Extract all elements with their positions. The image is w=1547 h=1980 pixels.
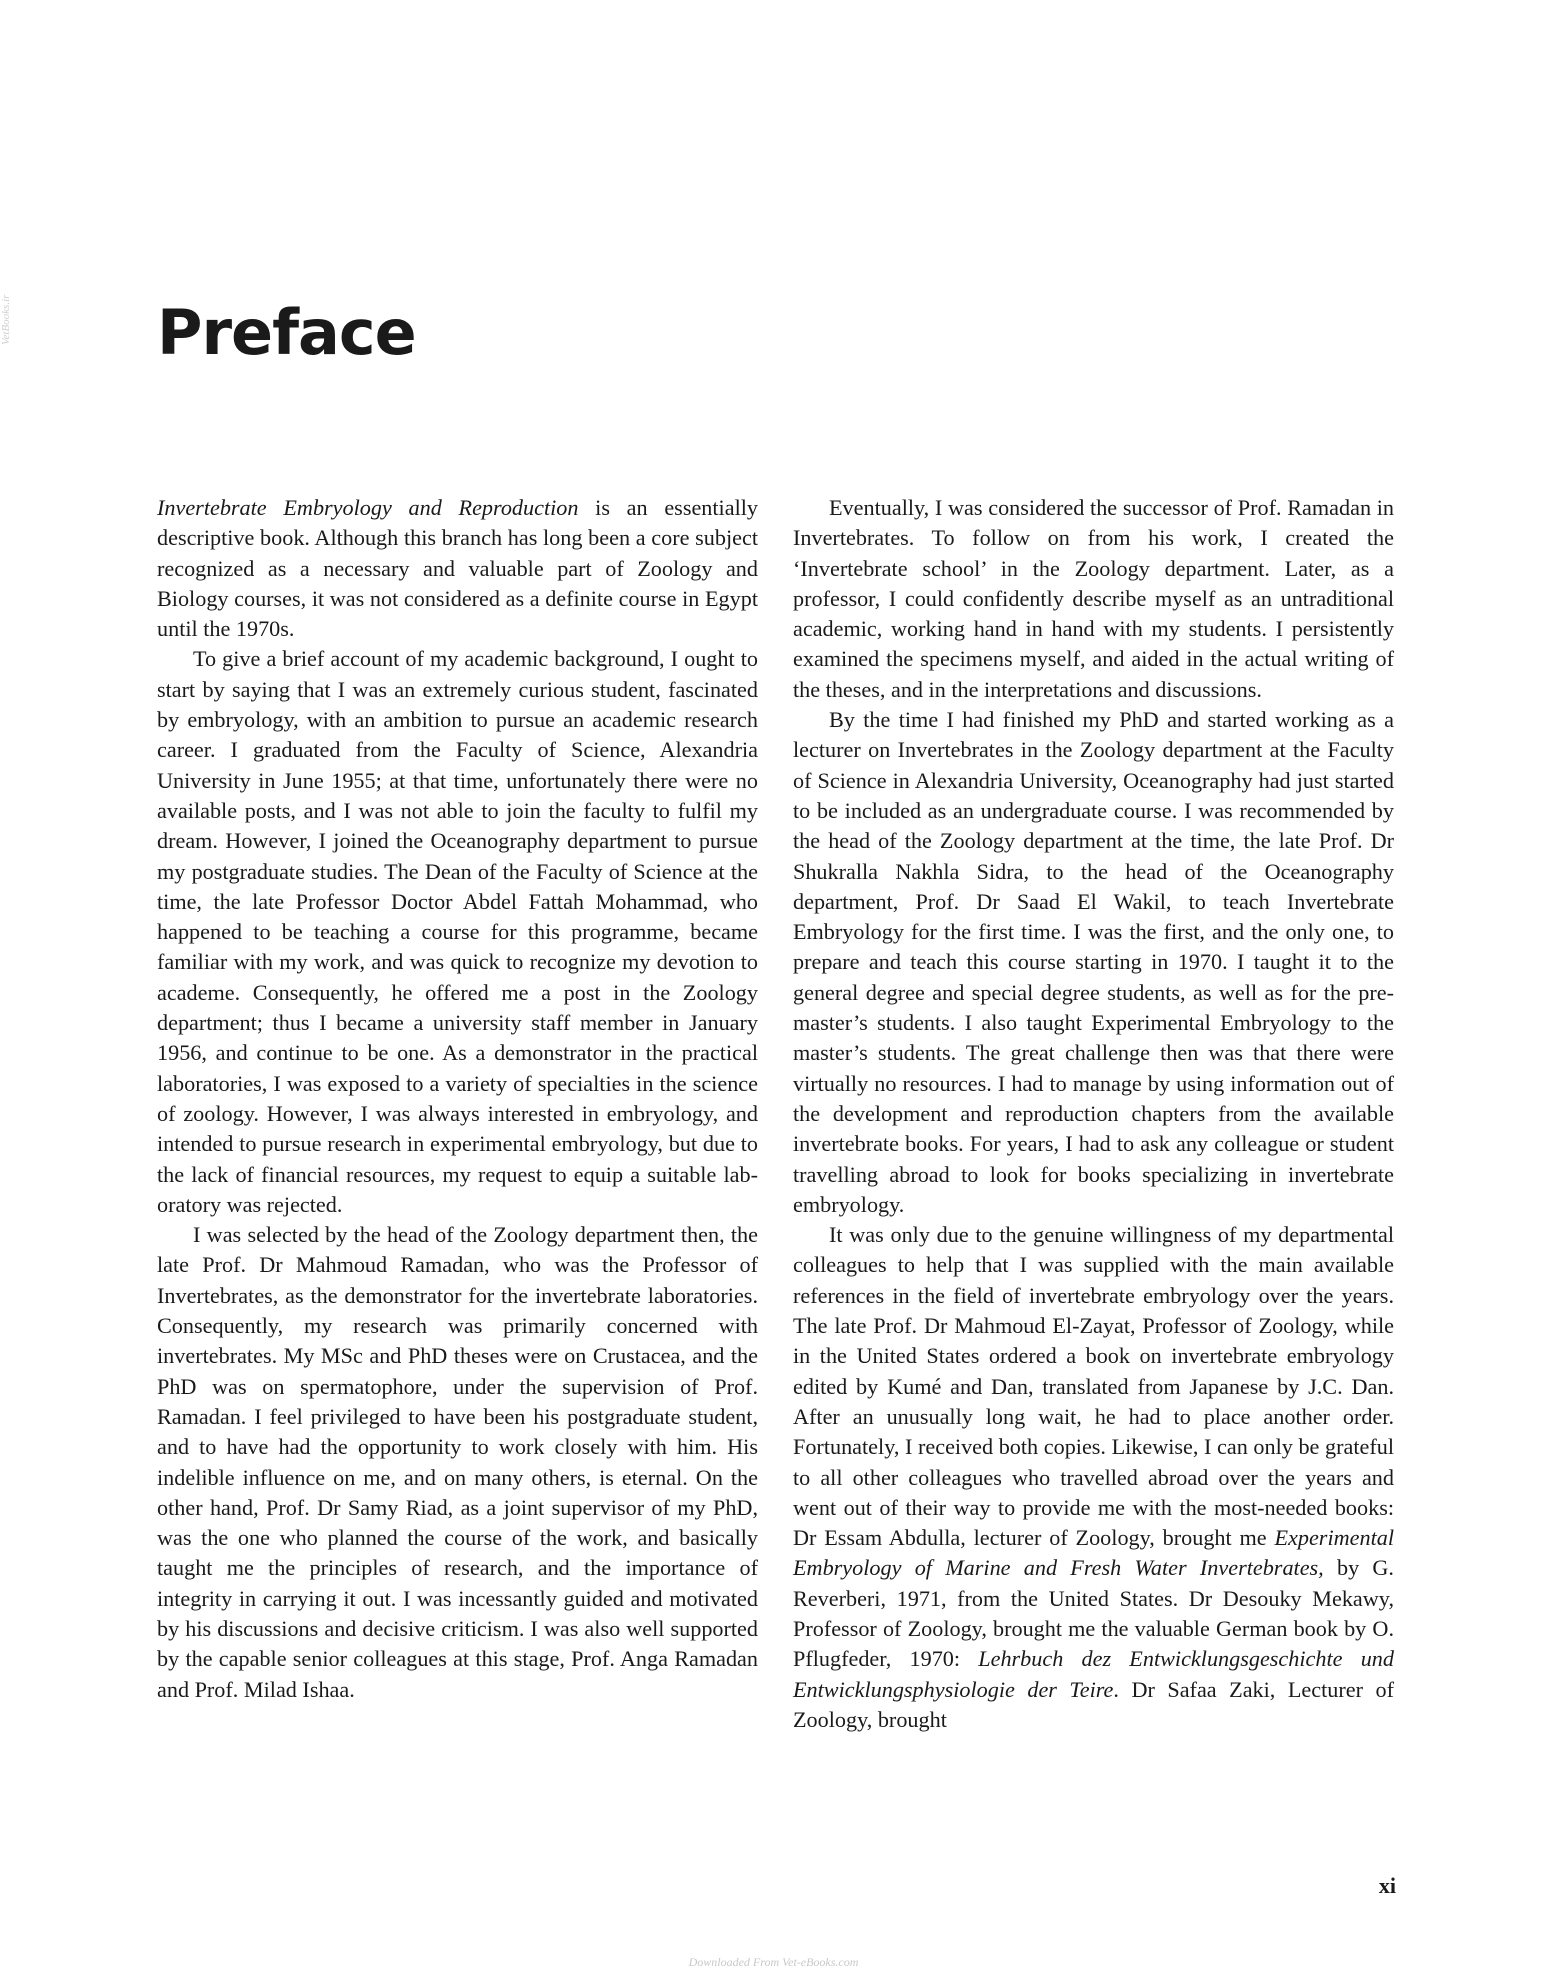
page-number: xi <box>1378 1873 1396 1898</box>
paragraph-zoology-department: I was selected by the head of the Zoology department then, the late Prof. Dr Mahmoud Ramadan, who was the Professor of Invertebrates, as the demonstrator for the invertebrate laboratories. Consequently, my research was primarily concerned with invertebrates. My MSc and PhD theses were on Crustacea, and the PhD was on spermatophore, under the supervision of Prof. Ramadan. I feel privileged to have been his postgraduate student, and to have had the opportunity to work closely with him. His indelible influence on me, and on many others, is eternal. On the other hand, Prof. Dr Samy Riad, as a joint supervisor of my PhD, was the one who planned the course of the work, and basically taught me the principles of research, and the importance of integrity in carrying it out. I was incessantly guided and motivated by his discussions and decisive criticism. I was also well supported by the capable senior colleagues at this stage, Prof. Anga Ramadan and Prof. Milad Ishaa. <box>157 1222 758 1702</box>
left-column <box>157 493 758 1705</box>
bottom-watermark: Downloaded From Vet-eBooks.com <box>688 1955 859 1969</box>
book-title-italic: Lehrbuch dez Entwicklungsgeschichte und Entwicklungsphysiologie der Teire <box>793 1646 1394 1702</box>
page-title: Preface <box>157 296 416 369</box>
paragraph-text: . Dr Safaa Zaki, Lecturer of Zoology, brought <box>793 1676 1394 1732</box>
paragraph-colleagues <box>793 1220 1394 1735</box>
paragraph-lecturer: By the time I had finished my PhD and started working as a lecturer on Invertebrates in the Zoology department at the Faculty of Science in Alexandria University, Oceanography had just started to be included as an undergraduate course. I was recommended by the head of the Zoology department at the time, the late Prof. Dr Shukralla Nakhla Sidra, to the head of the Oceanography department, Prof. Dr Saad El Wakil, to teach Invertebrate Embryology for the first time. I was the first, and the only one, to prepare and teach this course starting in 1970. I taught it to the general degree and special degree students, as well as for the pre-master’s students. I also taught Experimental Embryology to the master’s students. The great challenge then was that there were virtually no resources. I had to manage by using information out of the development and reproduction chapters from the available invertebrate books. For years, I had to ask any colleague or student travelling abroad to look for books specializing in invertebrate embryology. <box>793 707 1394 1217</box>
paragraph-successor: Eventually, I was considered the successor of Prof. Ramadan in Invertebrates. To follow on from his work, I created the ‘Invertebrate school’ in the Zoology department. Later, as a professor, I could confidently describe myself as an untraditional academic, working hand in hand with my students. I persistently examined the specimens myself, and aided in the actual writing of the theses, and in the interpretations and discussions. <box>793 495 1394 702</box>
book-title-italic: Experimental Embryology of Marine and Fresh Water Invertebrates, <box>793 1525 1394 1581</box>
paragraph-text: by G. Reverberi, 1971, from the United States. Dr Desouky Mekawy, Professor of Zoology, brought me the valuable German book by O. Pflugfeder, 1970: <box>793 1555 1394 1672</box>
right-column <box>793 493 1394 1735</box>
paragraph-text: It was only due to the genuine willingness of my departmental colleagues to help that I was supplied with the main available references in the field of invertebrate embryology over the years. The late Prof. Dr Mahmoud El-Zayat, Professor of Zoology, while in the United States ordered a book on invertebrate embryology edited by Kumé and Dan, translated from Japanese by J.C. Dan. After an unusually long wait, he had to place another order. Fortunately, I received both copies. Likewise, I can only be grateful to all other colleagues who travelled abroad over the years and went out of their way to provide me with the most-needed books: Dr Essam Abdulla, lecturer of Zoology, brought me <box>793 1222 1394 1551</box>
paragraph-intro <box>157 493 758 644</box>
paragraph-text: is an essentially descriptive book. Although this branch has long been a core subject recognized as a necessary and valuable part of Zoology and Biology courses, it was not considered as a definite course in Egypt until the 1970s. <box>157 495 758 642</box>
book-title-italic: Invertebrate Embryology and Reproduction <box>157 495 579 520</box>
paragraph-academic-background: To give a brief account of my academic background, I ought to start by saying that I was an extremely curious student, fascinated by embryology, with an ambition to pursue an academic research career. I graduated from the Faculty of Science, Alexandria University in June 1955; at that time, unfortunately there were no available posts, and I was not able to join the faculty to fulfil my dream. However, I joined the Oceanography department to pursue my postgraduate studies. The Dean of the Faculty of Science at the time, the late Professor Doctor Abdel Fattah Mohammad, who happened to be teaching a course for this programme, became familiar with my work, and was quick to recognize my devotion to academe. Consequently, he offered me a post in the Zoology department; thus I became a university staff member in January 1956, and continue to be one. As a demonstrator in the practical laboratories, I was exposed to a variety of specialties in the science of zoology. However, I was always interested in embryology, and intended to pursue research in experimental embryology, but due to the lack of financial resources, my request to equip a suitable laboratory was rejected. <box>157 646 758 1217</box>
side-watermark: VetBooks.ir <box>0 294 12 346</box>
